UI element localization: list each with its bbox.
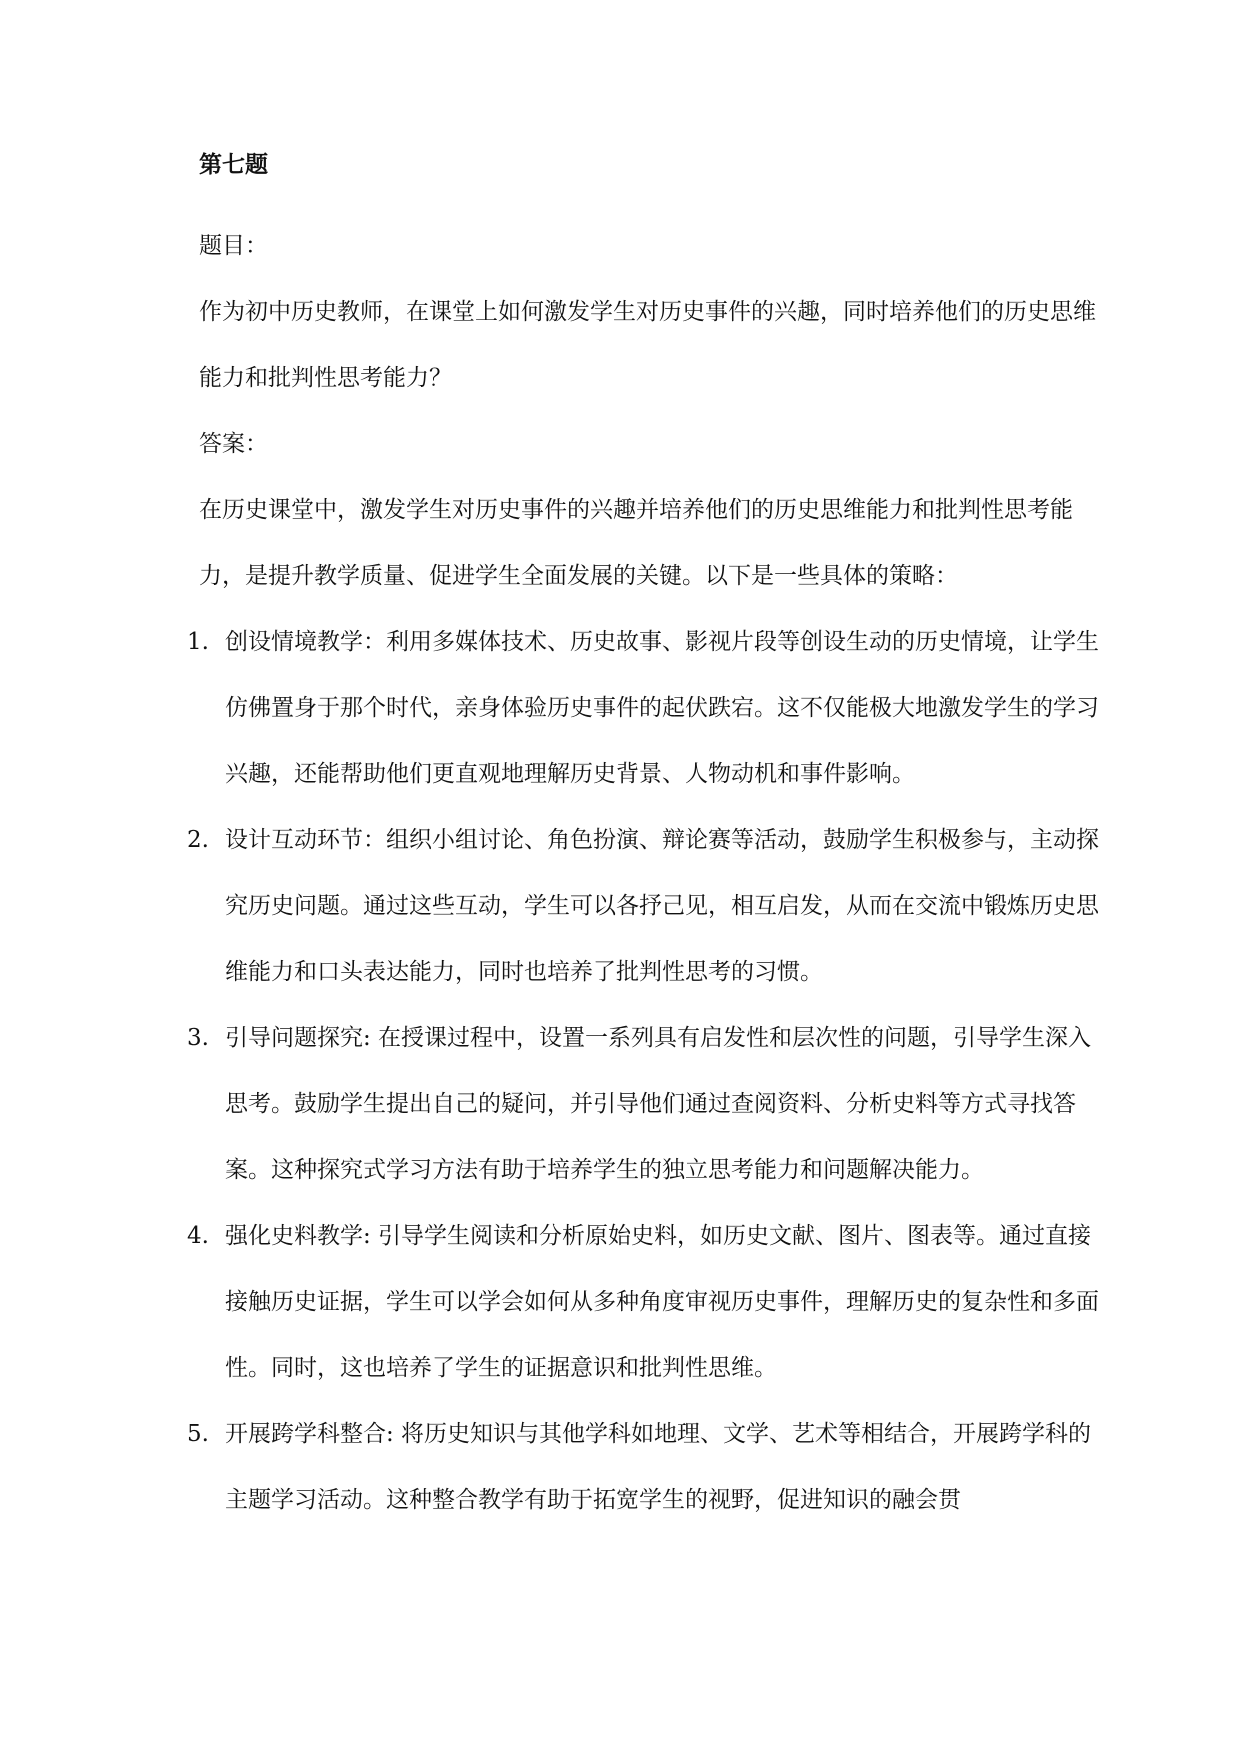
list-item-number: 4. bbox=[187, 1223, 209, 1249]
document-body bbox=[187, 148, 1099, 1533]
list-item bbox=[187, 1005, 1099, 1203]
strategy-list bbox=[187, 609, 1099, 1533]
list-item-text: 设计互动环节：组织小组讨论、角色扮演、辩论赛等活动，鼓励学生积极参与，主动探究历史问题。通过这些互动，学生可以各抒己见，相互启发，从而在交流中锻炼历史思维能力和口头表达能力，同时也培养了批判性思考的习惯。 bbox=[225, 827, 1099, 985]
list-item-number: 5. bbox=[187, 1421, 209, 1447]
list-item bbox=[187, 1401, 1099, 1533]
question-heading: 第七题 bbox=[199, 151, 268, 178]
question-text: 作为初中历史教师，在课堂上如何激发学生对历史事件的兴趣，同时培养他们的历史思维能力和批判性思考能力？ bbox=[199, 299, 1096, 391]
list-item-number: 2. bbox=[187, 827, 209, 853]
answer-intro: 在历史课堂中，激发学生对历史事件的兴趣并培养他们的历史思维能力和批判性思考能力，是提升教学质量、促进学生全面发展的关键。以下是一些具体的策略： bbox=[199, 497, 1073, 589]
answer-label: 答案： bbox=[199, 431, 268, 457]
question-label: 题目： bbox=[199, 233, 268, 259]
list-item-text: 开展跨学科整合: 将历史知识与其他学科如地理、文学、艺术等相结合，开展跨学科的主题学习活动。这种整合教学有助于拓宽学生的视野，促进知识的融会贯 bbox=[225, 1421, 1092, 1513]
list-item bbox=[187, 609, 1099, 807]
list-item-text: 引导问题探究: 在授课过程中，设置一系列具有启发性和层次性的问题，引导学生深入思考。鼓励学生提出自己的疑问，并引导他们通过查阅资料、分析史料等方式寻找答案。这种探究式学习方法有助于培养学生的独立思考能力和问题解决能力。 bbox=[225, 1025, 1092, 1183]
list-item bbox=[187, 1203, 1099, 1401]
list-item-number: 3. bbox=[187, 1025, 209, 1051]
list-item bbox=[187, 807, 1099, 1005]
list-item-text: 强化史料教学: 引导学生阅读和分析原始史料，如历史文献、图片、图表等。通过直接接触历史证据，学生可以学会如何从多种角度审视历史事件，理解历史的复杂性和多面性。同时，这也培养了学生的证据意识和批判性思维。 bbox=[225, 1223, 1099, 1381]
list-item-number: 1. bbox=[187, 629, 209, 655]
list-item-text: 创设情境教学：利用多媒体技术、历史故事、影视片段等创设生动的历史情境，让学生仿佛置身于那个时代，亲身体验历史事件的起伏跌宕。这不仅能极大地激发学生的学习兴趣，还能帮助他们更直观地理解历史背景、人物动机和事件影响。 bbox=[225, 629, 1099, 787]
